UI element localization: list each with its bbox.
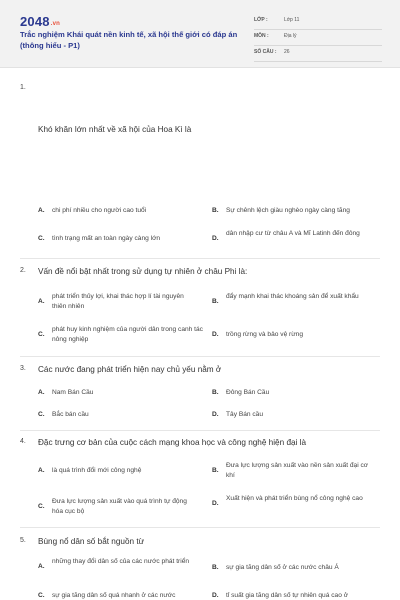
option-text: chi phí nhiều cho người cao tuổi xyxy=(52,207,147,214)
question-text: Bùng nổ dân số bắt nguồn từ xyxy=(38,537,145,546)
option-letter: A. xyxy=(38,207,45,214)
option-text: tình trạng mất an toàn ngày càng lớn xyxy=(52,235,161,242)
option-text: tỉ suất gia tăng dân số tự nhiên quá cao ở xyxy=(226,592,349,599)
meta-count-label: SỐ CÂU : xyxy=(254,49,277,55)
option-letter: C. xyxy=(38,592,45,599)
option-letter: D. xyxy=(212,331,219,338)
option-text: phát huy kinh nghiệm của người dân trong canh tác nông nghiệp xyxy=(52,326,203,343)
page-header xyxy=(0,0,400,68)
option-text: dân nhập cư từ châu A và Mĩ Latinh đến đông xyxy=(226,230,360,237)
divider xyxy=(20,430,380,431)
meta-count-value: 26 xyxy=(284,49,290,55)
option-letter: A. xyxy=(38,467,45,474)
option-text: Bắc bán cầu xyxy=(52,411,89,418)
option-letter: D. xyxy=(212,235,219,242)
option-letter: D. xyxy=(212,411,219,418)
logo-text: 2048 xyxy=(20,14,50,29)
option-letter: B. xyxy=(212,207,219,214)
option-text: là quá trình đổi mới công nghệ xyxy=(52,467,142,474)
option-letter: D. xyxy=(212,500,219,507)
option-letter: C. xyxy=(38,331,45,338)
option-text: Tây Bán cầu xyxy=(226,411,264,418)
option-text: Đông Bán Cầu xyxy=(226,389,270,396)
option-letter: B. xyxy=(212,564,219,571)
meta-subject-value: Địa lý xyxy=(284,33,297,39)
option-text: sự gia tăng dân số quá nhanh ở các nước xyxy=(52,592,176,599)
option-letter: C. xyxy=(38,235,45,242)
question-text: Đặc trưng cơ bản của cuộc cách mạng khoa học và công nghệ hiện đại là xyxy=(38,438,307,447)
option-text: Sự chênh lệch giàu nghèo ngày càng tăng xyxy=(226,207,350,214)
question-number: 4. xyxy=(20,438,26,445)
option-letter: C. xyxy=(38,411,45,418)
question-number: 2. xyxy=(20,267,26,274)
divider xyxy=(20,527,380,528)
option-letter: A. xyxy=(38,298,45,305)
option-text: Nam Bán Cầu xyxy=(52,389,94,396)
option-text: đẩy mạnh khai thác khoáng sản để xuất khẩu xyxy=(226,293,359,300)
question-text: Các nước đang phát triển hiện nay chủ yếu nằm ở xyxy=(38,365,222,374)
option-text: sự gia tăng dân số ở các nước châu Á xyxy=(226,564,339,571)
option-text: phát triển thủy lợi, khai thác hợp lí tài nguyên thiên nhiên xyxy=(52,293,184,310)
option-letter: A. xyxy=(38,563,45,570)
document-title: Trắc nghiệm Khái quát nền kinh tế, xã hội thế giới có đáp án (thông hiểu - P1) xyxy=(20,30,238,50)
meta-subject-label: MÔN : xyxy=(254,33,269,39)
option-letter: B. xyxy=(212,389,219,396)
option-letter: D. xyxy=(212,592,219,599)
meta-count xyxy=(254,46,382,62)
meta-class-label: LỚP : xyxy=(254,17,268,23)
option-letter: B. xyxy=(212,298,219,305)
question-number: 3. xyxy=(20,365,26,372)
option-text: trồng rừng và bảo vệ rừng xyxy=(226,331,304,338)
option-text: Đưa lực lượng sản xuất vào nền sản xuất đại cơ khí xyxy=(226,462,369,479)
question-number: 5. xyxy=(20,537,26,544)
meta-class-value: Lớp 11 xyxy=(284,17,300,23)
option-text: những thay đổi dân số của các nước phát triển xyxy=(52,558,190,565)
divider xyxy=(20,258,380,259)
meta-class xyxy=(254,14,382,30)
site-logo[interactable] xyxy=(20,14,60,29)
option-text: Xuất hiện và phát triển bùng nổ công nghệ cao xyxy=(226,495,363,502)
question-text: Vấn đề nổi bật nhất trong sử dụng tự nhiên ở châu Phi là: xyxy=(38,267,248,276)
question-number: 1. xyxy=(20,84,26,91)
option-text: Đưa lực lượng sản xuất vào quá trình tự động hóa cục bộ xyxy=(52,498,187,515)
option-letter: B. xyxy=(212,467,219,474)
option-letter: A. xyxy=(38,389,45,396)
divider xyxy=(20,356,380,357)
question-text: Khó khăn lớn nhất về xã hội của Hoa Kì là xyxy=(38,125,192,134)
meta-subject xyxy=(254,30,382,46)
option-letter: C. xyxy=(38,503,45,510)
logo-suffix: .vn xyxy=(50,21,61,27)
